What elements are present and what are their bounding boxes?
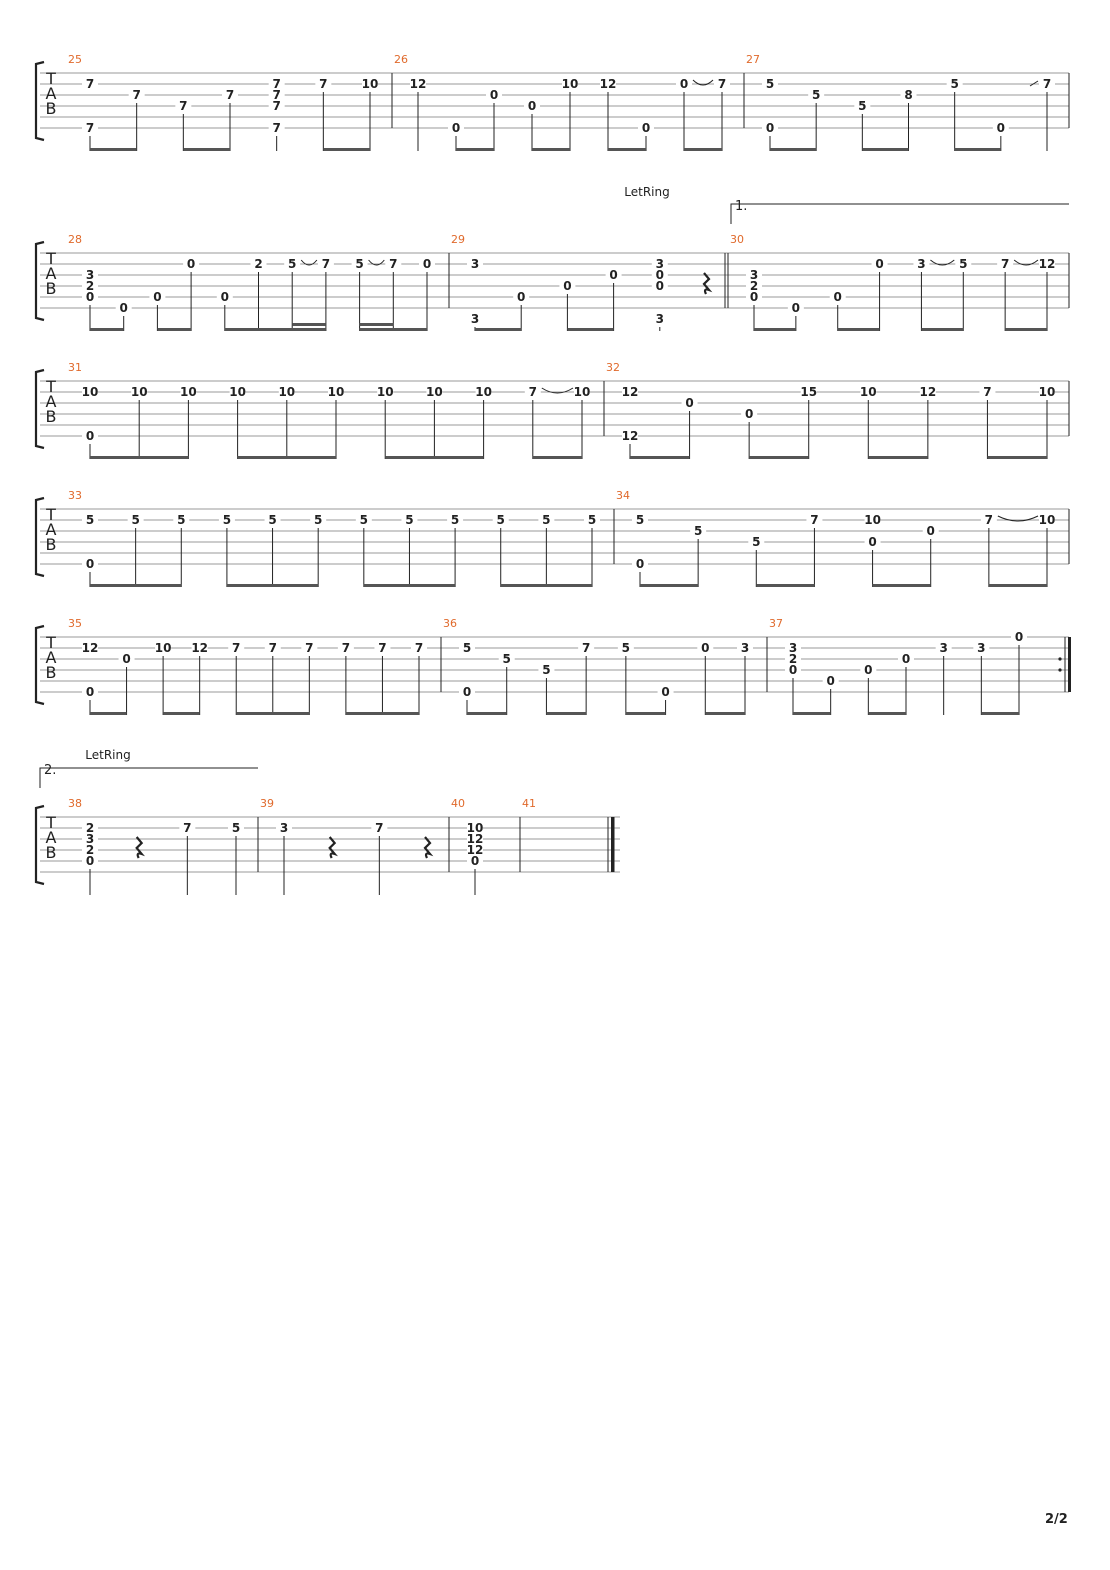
fret-number: 0 — [85, 557, 95, 571]
volta-label: 2. — [44, 763, 57, 778]
fret-number: 5 — [752, 535, 761, 549]
tab-clef-letter: A — [45, 84, 57, 103]
tab-clef-letter: B — [45, 843, 57, 862]
fret-number: 0 — [186, 257, 196, 271]
beam-secondary — [292, 323, 326, 326]
fret-number: 3 — [655, 312, 664, 326]
fret-number: 7 — [272, 121, 281, 135]
fret-number: 0 — [609, 268, 618, 282]
fret-number: 10 — [466, 821, 484, 835]
fret-number: 0 — [864, 663, 873, 677]
beam — [456, 148, 494, 151]
fret-number: 0 — [901, 652, 911, 666]
measure-number: 35 — [68, 617, 82, 630]
let-ring-label: LetRing — [85, 748, 131, 762]
fret-number: 7 — [984, 513, 994, 527]
beam — [360, 328, 427, 331]
fret-number: 0 — [517, 290, 526, 304]
fret-number: 0 — [85, 685, 95, 699]
fret-number: 0 — [563, 279, 572, 293]
beam — [754, 328, 796, 331]
fret-number: 0 — [85, 290, 95, 304]
beam — [640, 584, 698, 587]
volta-label: 1. — [735, 199, 748, 214]
fret-number: 8 — [904, 88, 913, 102]
beam — [346, 712, 419, 715]
beam — [770, 148, 816, 151]
beam — [532, 148, 570, 151]
measure — [744, 73, 1069, 151]
fret-number: 0 — [220, 290, 229, 304]
measure — [728, 253, 1069, 331]
fret-number: 0 — [153, 290, 162, 304]
fret-number: 3 — [740, 641, 750, 655]
measure-number: 28 — [68, 233, 82, 246]
fret-number: 5 — [268, 513, 277, 527]
measure-number: 26 — [394, 53, 408, 66]
fret-number: 5 — [450, 513, 460, 527]
fret-number: 3 — [939, 641, 948, 655]
fret-number: 10 — [864, 513, 881, 527]
tab-clef-letter: T — [46, 633, 56, 652]
beam — [981, 712, 1019, 715]
beam — [608, 148, 646, 151]
fret-number: 0 — [749, 290, 759, 304]
tab-system — [36, 62, 1069, 151]
beam — [626, 712, 666, 715]
beam — [705, 712, 745, 715]
fret-number: 0 — [791, 301, 801, 315]
fret-number: 12 — [466, 843, 484, 857]
fret-number: 3 — [788, 641, 798, 655]
fret-number: 10 — [1038, 513, 1056, 527]
measure — [767, 631, 1071, 715]
tab-clef-letter: B — [45, 663, 57, 682]
fret-number: 7 — [810, 513, 819, 527]
beam — [501, 584, 592, 587]
fret-number: 7 — [305, 641, 314, 655]
tab-clef-letter: B — [45, 99, 57, 118]
fret-number: 3 — [85, 832, 95, 846]
fret-number: 7 — [232, 641, 241, 655]
fret-number: 5 — [405, 513, 414, 527]
beam — [987, 456, 1047, 459]
fret-number: 7 — [717, 77, 727, 91]
fret-number: 15 — [800, 385, 818, 399]
final-barline-thick — [611, 817, 615, 872]
fret-number: 0 — [655, 279, 664, 293]
tab-clef-letter: B — [45, 279, 57, 298]
fret-number: 10 — [180, 385, 197, 399]
fret-number: 12 — [599, 77, 617, 91]
beam — [90, 148, 137, 151]
fret-number: 0 — [641, 121, 651, 135]
fret-number: 2 — [788, 652, 798, 666]
fret-number: 5 — [765, 77, 775, 91]
fret-number: 2 — [254, 257, 263, 271]
tab-clef-letter: T — [46, 377, 56, 396]
fret-number: 7 — [581, 641, 591, 655]
measure-number: 41 — [522, 797, 536, 810]
fret-number: 0 — [470, 854, 480, 868]
fret-number: 7 — [1000, 257, 1010, 271]
fret-number: 10 — [859, 385, 877, 399]
fret-number: 5 — [959, 257, 968, 271]
fret-number: 5 — [462, 641, 472, 655]
quarter-rest — [704, 273, 709, 294]
quarter-rest — [425, 837, 430, 858]
measure-number: 30 — [730, 233, 744, 246]
fret-number: 7 — [375, 821, 384, 835]
fret-number: 5 — [177, 513, 186, 527]
fret-number: 5 — [587, 513, 597, 527]
fret-number: 2 — [749, 279, 759, 293]
beam — [838, 328, 880, 331]
measure-number: 38 — [68, 797, 82, 810]
fret-number: 5 — [231, 821, 241, 835]
tab-system — [36, 498, 1069, 587]
fret-number: 7 — [341, 641, 351, 655]
fret-number: 0 — [489, 88, 499, 102]
fret-number: 0 — [701, 641, 710, 655]
beam — [183, 148, 230, 151]
fret-number: 10 — [475, 385, 492, 399]
repeat-dot — [1058, 668, 1061, 671]
fret-number: 3 — [977, 641, 986, 655]
measure-number: 31 — [68, 361, 82, 374]
measure-number: 27 — [746, 53, 760, 66]
tab-system — [36, 626, 1071, 715]
volta-bracket — [731, 204, 1069, 224]
tab-clef-letter: T — [46, 505, 56, 524]
measure-number: 37 — [769, 617, 783, 630]
beam — [90, 712, 127, 715]
beam — [533, 456, 582, 459]
beam — [873, 584, 931, 587]
beam — [989, 584, 1047, 587]
tab-clef-letter: B — [45, 407, 57, 426]
tab-clef-letter: T — [46, 69, 56, 88]
fret-number: 7 — [378, 641, 387, 655]
fret-number: 0 — [119, 301, 128, 315]
fret-number: 7 — [1042, 77, 1052, 91]
fret-number: 3 — [470, 257, 480, 271]
fret-number: 12 — [621, 429, 639, 443]
measure-number: 34 — [616, 489, 630, 502]
tab-clef-letter: A — [45, 648, 57, 667]
beam — [163, 712, 200, 715]
fret-number: 7 — [272, 88, 281, 102]
fret-number: 5 — [542, 663, 551, 677]
fret-number: 12 — [191, 641, 209, 655]
measure — [520, 817, 615, 872]
tab-clef-letter: A — [45, 828, 57, 847]
fret-number: 0 — [122, 652, 131, 666]
fret-number: 7 — [319, 77, 328, 91]
fret-number: 0 — [422, 257, 432, 271]
measure — [82, 822, 244, 895]
beam — [90, 584, 181, 587]
beam — [546, 712, 586, 715]
tab-clef-letter: B — [45, 535, 57, 554]
tab-clef-letter: A — [45, 392, 57, 411]
fret-number: 7 — [414, 641, 424, 655]
fret-number: 2 — [85, 843, 95, 857]
beam — [157, 328, 191, 331]
beam — [567, 328, 613, 331]
fret-number: 10 — [361, 77, 379, 91]
measure-number: 33 — [68, 489, 82, 502]
fret-number: 0 — [679, 77, 689, 91]
fret-number: 5 — [222, 513, 232, 527]
fret-number: 3 — [85, 268, 95, 282]
let-ring-label: LetRing — [624, 185, 670, 199]
beam — [862, 148, 908, 151]
fret-number: 0 — [655, 268, 664, 282]
beam — [467, 712, 507, 715]
fret-number: 7 — [528, 385, 537, 399]
fret-number: 5 — [502, 652, 511, 666]
measure — [604, 381, 1069, 459]
fret-number: 3 — [655, 257, 664, 271]
fret-number: 7 — [85, 77, 95, 91]
measure — [449, 253, 728, 331]
fret-number: 7 — [272, 99, 281, 113]
beam — [868, 456, 928, 459]
fret-number: 0 — [765, 121, 775, 135]
beam — [90, 456, 188, 459]
fret-number: 0 — [744, 407, 754, 421]
fret-number: 12 — [919, 385, 937, 399]
fret-number: 10 — [426, 385, 443, 399]
fret-number: 7 — [321, 257, 331, 271]
beam — [684, 148, 722, 151]
beam — [227, 584, 318, 587]
beam-secondary — [360, 323, 394, 326]
beam — [236, 712, 309, 715]
quarter-rest — [137, 837, 142, 858]
fret-number: 7 — [179, 99, 188, 113]
fret-number: 3 — [749, 268, 759, 282]
fret-number: 5 — [621, 641, 631, 655]
beam — [90, 328, 124, 331]
fret-number: 7 — [389, 257, 398, 271]
tab-clef-letter: A — [45, 264, 57, 283]
beam — [1005, 328, 1047, 331]
beam — [756, 584, 814, 587]
fret-number: 0 — [833, 290, 842, 304]
fret-number: 12 — [466, 832, 484, 846]
fret-number: 12 — [621, 385, 639, 399]
fret-number: 7 — [85, 121, 95, 135]
measure-number: 29 — [451, 233, 465, 246]
fret-number: 0 — [826, 674, 835, 688]
fret-number: 10 — [278, 385, 296, 399]
fret-number: 5 — [355, 257, 364, 271]
measure-number: 36 — [443, 617, 457, 630]
fret-number: 5 — [314, 513, 323, 527]
fret-number: 10 — [81, 385, 99, 399]
page-number: 2/2 — [1045, 1512, 1068, 1527]
volta-bracket — [40, 768, 258, 788]
tab-system — [36, 768, 620, 895]
fret-number: 10 — [573, 385, 591, 399]
fret-number: 10 — [1038, 385, 1056, 399]
fret-number: 5 — [496, 513, 505, 527]
fret-number: 10 — [130, 385, 148, 399]
beam — [385, 456, 483, 459]
fret-number: 10 — [154, 641, 172, 655]
fret-number: 0 — [875, 257, 884, 271]
fret-number: 7 — [132, 88, 141, 102]
fret-number: 2 — [85, 279, 95, 293]
fret-number: 0 — [85, 429, 95, 443]
fret-number: 5 — [85, 513, 95, 527]
fret-number: 10 — [376, 385, 394, 399]
beam — [475, 328, 521, 331]
beam — [955, 148, 1001, 151]
beam — [364, 584, 455, 587]
fret-number: 5 — [950, 77, 959, 91]
beam — [225, 328, 326, 331]
fret-number: 0 — [788, 663, 798, 677]
tab-clef-letter: T — [46, 249, 56, 268]
fret-number: 5 — [542, 513, 551, 527]
repeat-dot — [1058, 657, 1061, 660]
fret-number: 5 — [811, 88, 821, 102]
beam — [238, 456, 336, 459]
fret-number: 5 — [693, 524, 703, 538]
fret-number: 5 — [359, 513, 368, 527]
beam — [630, 456, 690, 459]
fret-number: 3 — [470, 312, 480, 326]
fret-number: 7 — [183, 821, 192, 835]
fret-number: 12 — [409, 77, 427, 91]
fret-number: 7 — [225, 88, 235, 102]
fret-number: 3 — [917, 257, 926, 271]
fret-number: 0 — [1014, 630, 1024, 644]
fret-number: 5 — [635, 513, 645, 527]
fret-number: 0 — [462, 685, 472, 699]
measure — [82, 514, 600, 587]
beam — [921, 328, 963, 331]
fret-number: 5 — [858, 99, 867, 113]
fret-number: 0 — [527, 99, 537, 113]
beam — [868, 712, 906, 715]
tab-system — [36, 370, 1069, 459]
measure-number: 25 — [68, 53, 82, 66]
fret-number: 5 — [288, 257, 297, 271]
fret-number: 0 — [685, 396, 694, 410]
fret-number: 7 — [272, 77, 281, 91]
fret-number: 0 — [661, 685, 670, 699]
fret-number: 2 — [85, 821, 95, 835]
fret-number: 0 — [85, 854, 95, 868]
fret-number: 0 — [451, 121, 461, 135]
measure-number: 39 — [260, 797, 274, 810]
beam — [749, 456, 809, 459]
fret-number: 0 — [868, 535, 877, 549]
fret-number: 0 — [635, 557, 645, 571]
fret-number: 5 — [131, 513, 140, 527]
fret-number: 0 — [996, 121, 1006, 135]
tab-clef-letter: A — [45, 520, 57, 539]
fret-number: 7 — [983, 385, 992, 399]
repeat-barline-thick — [1068, 637, 1071, 692]
measure — [614, 509, 1069, 587]
measure-number: 40 — [451, 797, 465, 810]
measure-number: 32 — [606, 361, 620, 374]
fret-number: 10 — [327, 385, 345, 399]
fret-number: 0 — [926, 524, 935, 538]
fret-number: 10 — [229, 385, 246, 399]
fret-number: 12 — [1038, 257, 1056, 271]
quarter-rest — [330, 837, 335, 858]
beam — [793, 712, 831, 715]
measure — [82, 642, 427, 715]
fret-number: 12 — [81, 641, 99, 655]
tab-clef-letter: T — [46, 813, 56, 832]
fret-number: 3 — [279, 821, 289, 835]
beam — [323, 148, 370, 151]
fret-number: 7 — [268, 641, 277, 655]
fret-number: 10 — [561, 77, 579, 91]
